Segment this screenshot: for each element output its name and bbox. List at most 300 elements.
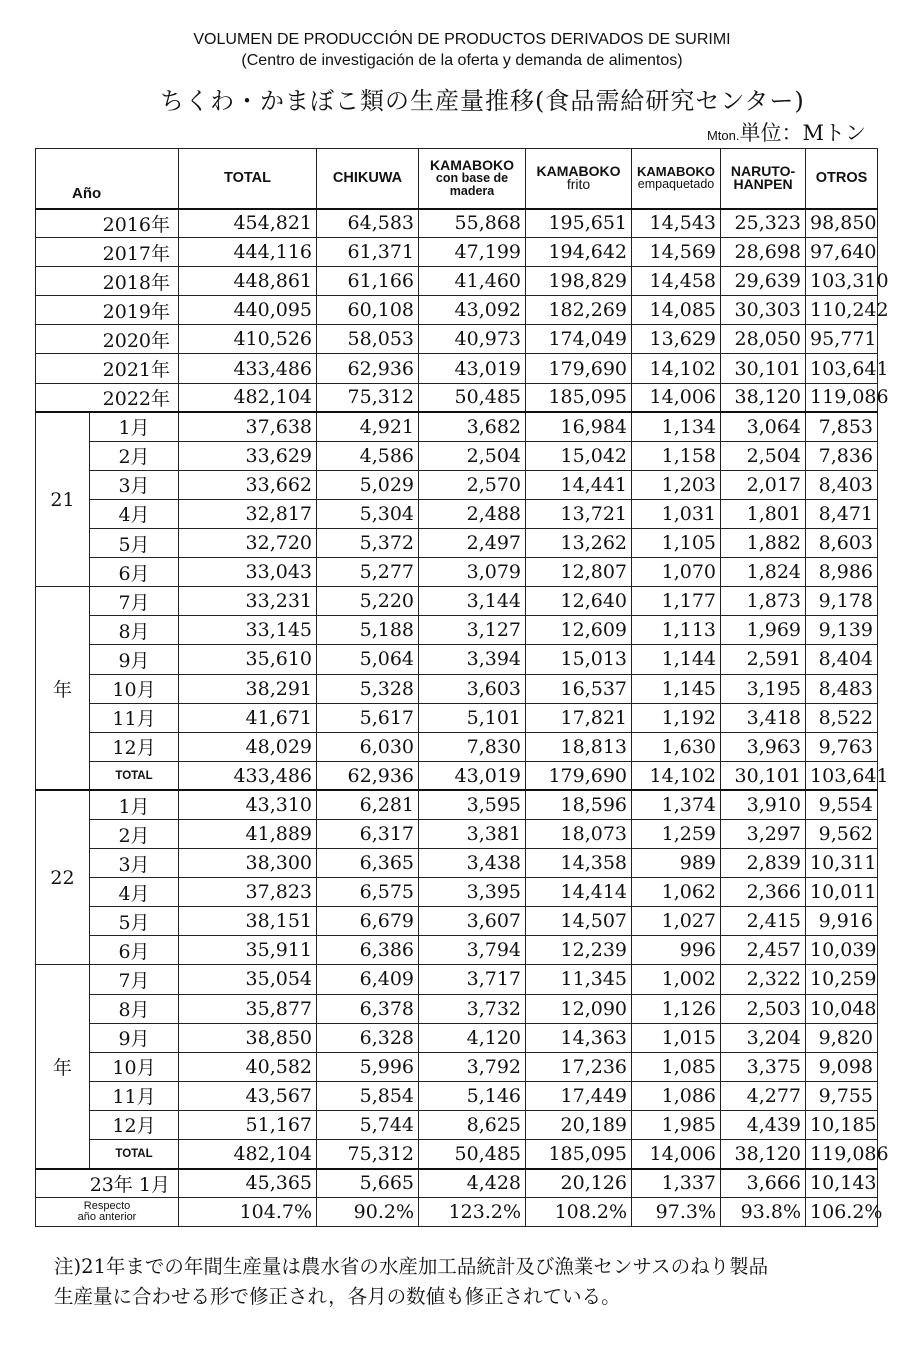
month-row <box>36 819 878 848</box>
cell-value: 123.2% <box>419 1198 526 1227</box>
month-row <box>36 849 878 878</box>
month-row <box>36 703 878 732</box>
row-label: 2022年 <box>36 383 179 412</box>
cell-value: 60,108 <box>317 296 419 325</box>
month-row <box>36 936 878 965</box>
cell-value: 58,053 <box>317 325 419 354</box>
production-table <box>35 148 889 1227</box>
header-kamaboko-empaquetado: KAMABOKO empaquetado <box>632 149 721 209</box>
cell-value: 1,027 <box>632 907 721 936</box>
cell-value: 1,192 <box>632 703 721 732</box>
cell-value: 3,395 <box>419 878 526 907</box>
cell-value: 38,151 <box>179 907 317 936</box>
cell-value: 7,836 <box>806 441 878 470</box>
month-row <box>36 1110 878 1139</box>
month-row <box>36 1052 878 1081</box>
cell-value: 433,486 <box>179 354 317 383</box>
cell-value: 448,861 <box>179 267 317 296</box>
cell-value: 5,101 <box>419 703 526 732</box>
row-label: 2019年 <box>36 296 179 325</box>
cell-value: 5,744 <box>317 1110 419 1139</box>
total-label: TOTAL <box>90 761 179 790</box>
cell-value: 1,134 <box>632 412 721 441</box>
header-total: TOTAL <box>179 149 317 209</box>
unit-text: 単位：Mトン <box>739 121 866 145</box>
cell-value: 93.8% <box>721 1198 806 1227</box>
cell-value: 61,371 <box>317 238 419 267</box>
cell-value: 5,029 <box>317 470 419 499</box>
cell-value: 3,603 <box>419 674 526 703</box>
cell-value: 12,239 <box>526 936 632 965</box>
header-ano: Año <box>36 149 179 209</box>
cell-value: 35,610 <box>179 645 317 674</box>
cell-value: 32,817 <box>179 499 317 528</box>
cell-value: 14,006 <box>632 1140 721 1169</box>
respecto-label <box>36 1198 179 1227</box>
cell-value: 90.2% <box>317 1198 419 1227</box>
cell-value: 95,771 <box>806 325 878 354</box>
cell-value: 12,640 <box>526 587 632 616</box>
cell-value: 2,591 <box>721 645 806 674</box>
cell-value: 10,011 <box>806 878 878 907</box>
cell-value: 4,439 <box>721 1110 806 1139</box>
cell-value: 10,185 <box>806 1110 878 1139</box>
cell-value: 17,821 <box>526 703 632 732</box>
header-row <box>36 149 878 209</box>
cell-value: 5,996 <box>317 1052 419 1081</box>
annual-row <box>36 354 878 383</box>
cell-value: 5,372 <box>317 529 419 558</box>
cell-value: 433,486 <box>179 761 317 790</box>
month-row <box>36 558 878 587</box>
header-naruto-hanpen: NARUTO- HANPEN <box>721 149 806 209</box>
cell-value: 16,984 <box>526 412 632 441</box>
month-row <box>36 499 878 528</box>
cell-value: 1,873 <box>721 587 806 616</box>
cell-value: 1,145 <box>632 674 721 703</box>
cell-value: 103,641 <box>806 354 878 383</box>
year-label: 22 <box>36 790 90 965</box>
cell-value: 6,030 <box>317 732 419 761</box>
cell-value: 75,312 <box>317 383 419 412</box>
cell-value: 14,006 <box>632 383 721 412</box>
header-otros: OTROS <box>806 149 878 209</box>
total-row <box>36 761 878 790</box>
cell-value: 43,092 <box>419 296 526 325</box>
cell-value: 10,039 <box>806 936 878 965</box>
cell-value: 40,582 <box>179 1052 317 1081</box>
cell-value: 97,640 <box>806 238 878 267</box>
cell-value: 2,366 <box>721 878 806 907</box>
cell-value: 64,583 <box>317 209 419 238</box>
cell-value: 1,002 <box>632 965 721 994</box>
month-row <box>36 616 878 645</box>
cell-value: 2,504 <box>419 441 526 470</box>
cell-value: 18,596 <box>526 790 632 819</box>
cell-value: 62,936 <box>317 761 419 790</box>
cell-value: 14,507 <box>526 907 632 936</box>
row-label: 2016年 <box>36 209 179 238</box>
cell-value: 3,682 <box>419 412 526 441</box>
header-chikuwa: CHIKUWA <box>317 149 419 209</box>
cell-value: 11,345 <box>526 965 632 994</box>
cell-value: 3,394 <box>419 645 526 674</box>
year-suffix: 年 <box>36 587 90 791</box>
cell-value: 1,105 <box>632 529 721 558</box>
cell-value: 25,323 <box>721 209 806 238</box>
cell-value: 17,236 <box>526 1052 632 1081</box>
cell-value: 108.2% <box>526 1198 632 1227</box>
month-row <box>36 878 878 907</box>
cell-value: 3,794 <box>419 936 526 965</box>
cell-value: 15,013 <box>526 645 632 674</box>
cell-value: 110,242 <box>806 296 878 325</box>
cell-value: 13,629 <box>632 325 721 354</box>
cell-value: 4,586 <box>317 441 419 470</box>
cell-value: 1,374 <box>632 790 721 819</box>
cell-value: 3,666 <box>721 1169 806 1198</box>
cell-value: 989 <box>632 849 721 878</box>
month-label: 1月 <box>90 412 179 441</box>
footnote-line-1: 注)21年までの年間生産量は農水省の水産加工品統計及び漁業センサスのねり製品 <box>54 1255 769 1278</box>
footnote-line-2: 生産量に合わせる形で修正され，各月の数値も修正されている。 <box>54 1285 621 1308</box>
row-label: 2020年 <box>36 325 179 354</box>
month-row <box>36 529 878 558</box>
month-row <box>36 1081 878 1110</box>
cell-value: 106.2% <box>806 1198 878 1227</box>
cell-value: 1,085 <box>632 1052 721 1081</box>
cell-value: 32,720 <box>179 529 317 558</box>
cell-value: 28,050 <box>721 325 806 354</box>
cell-value: 9,820 <box>806 1023 878 1052</box>
cell-value: 14,569 <box>632 238 721 267</box>
cell-value: 6,679 <box>317 907 419 936</box>
cell-value: 33,145 <box>179 616 317 645</box>
month-row <box>36 994 878 1023</box>
cell-value: 2,457 <box>721 936 806 965</box>
cell-value: 9,139 <box>806 616 878 645</box>
cell-value: 38,850 <box>179 1023 317 1052</box>
cell-value: 198,829 <box>526 267 632 296</box>
unit-prefix: Mton. <box>706 128 740 143</box>
cell-value: 1,985 <box>632 1110 721 1139</box>
month-row <box>36 1023 878 1052</box>
cell-value: 20,189 <box>526 1110 632 1139</box>
cell-value: 3,717 <box>419 965 526 994</box>
cell-value: 40,973 <box>419 325 526 354</box>
month-label: 5月 <box>90 907 179 936</box>
cell-value: 10,311 <box>806 849 878 878</box>
cell-value: 4,120 <box>419 1023 526 1052</box>
cell-value: 50,485 <box>419 383 526 412</box>
cell-value: 12,090 <box>526 994 632 1023</box>
cell-value: 14,085 <box>632 296 721 325</box>
month-label: 7月 <box>90 587 179 616</box>
cell-value: 75,312 <box>317 1140 419 1169</box>
month-label: 3月 <box>90 470 179 499</box>
cell-value: 38,120 <box>721 383 806 412</box>
cell-value: 3,607 <box>419 907 526 936</box>
cell-value: 50,485 <box>419 1140 526 1169</box>
cell-value: 5,328 <box>317 674 419 703</box>
cell-value: 9,916 <box>806 907 878 936</box>
month-row <box>36 441 878 470</box>
cell-value: 13,262 <box>526 529 632 558</box>
cell-value: 6,575 <box>317 878 419 907</box>
subtitle-es: (Centro de investigación de la oferta y demanda de alimentos) <box>241 52 683 69</box>
cell-value: 482,104 <box>179 1140 317 1169</box>
cell-value: 2,488 <box>419 499 526 528</box>
cell-value: 5,617 <box>317 703 419 732</box>
month-label: 6月 <box>90 558 179 587</box>
month-row <box>36 790 878 819</box>
cell-value: 1,062 <box>632 878 721 907</box>
cell-value: 12,807 <box>526 558 632 587</box>
cell-value: 33,043 <box>179 558 317 587</box>
respecto-label-1: Respecto <box>83 1200 131 1213</box>
cell-value: 5,188 <box>317 616 419 645</box>
cell-value: 3,127 <box>419 616 526 645</box>
cell-value: 3,375 <box>721 1052 806 1081</box>
cell-value: 3,792 <box>419 1052 526 1081</box>
total-row <box>36 1140 878 1169</box>
row-label: 2021年 <box>36 354 179 383</box>
cell-value: 6,409 <box>317 965 419 994</box>
cell-value: 10,143 <box>806 1169 878 1198</box>
month-label: 2月 <box>90 441 179 470</box>
cell-value: 1,969 <box>721 616 806 645</box>
cell-value: 1,259 <box>632 819 721 848</box>
cell-value: 5,064 <box>317 645 419 674</box>
month-label: 12月 <box>90 732 179 761</box>
month-label: 12月 <box>90 1110 179 1139</box>
month-row <box>36 732 878 761</box>
cell-value: 1,031 <box>632 499 721 528</box>
cell-value: 6,378 <box>317 994 419 1023</box>
cell-value: 3,963 <box>721 732 806 761</box>
cell-value: 12,609 <box>526 616 632 645</box>
cell-value: 1,337 <box>632 1169 721 1198</box>
cell-value: 61,166 <box>317 267 419 296</box>
cell-value: 6,317 <box>317 819 419 848</box>
cell-value: 182,269 <box>526 296 632 325</box>
cell-value: 43,019 <box>419 761 526 790</box>
cell-value: 45,365 <box>179 1169 317 1198</box>
cell-value: 440,095 <box>179 296 317 325</box>
table-body <box>36 209 889 1227</box>
cell-value: 1,882 <box>721 529 806 558</box>
cell-value: 103,310 <box>806 267 878 296</box>
month-row <box>36 412 878 441</box>
cell-value: 9,178 <box>806 587 878 616</box>
cell-value: 14,441 <box>526 470 632 499</box>
cell-value: 179,690 <box>526 761 632 790</box>
cell-value: 33,629 <box>179 441 317 470</box>
month-label: 4月 <box>90 499 179 528</box>
cell-value: 119,086 <box>806 383 878 412</box>
month-label: 6月 <box>90 936 179 965</box>
cell-value: 9,562 <box>806 819 878 848</box>
cell-value: 14,358 <box>526 849 632 878</box>
cell-value: 9,755 <box>806 1081 878 1110</box>
cell-value: 2,415 <box>721 907 806 936</box>
cell-value: 3,064 <box>721 412 806 441</box>
cell-value: 8,986 <box>806 558 878 587</box>
month-label: 9月 <box>90 1023 179 1052</box>
cell-value: 43,019 <box>419 354 526 383</box>
cell-value: 1,015 <box>632 1023 721 1052</box>
header-kamaboko-frito: KAMABOKO frito <box>526 149 632 209</box>
cell-value: 454,821 <box>179 209 317 238</box>
cell-value: 35,877 <box>179 994 317 1023</box>
cell-value: 2,504 <box>721 441 806 470</box>
cell-value: 3,438 <box>419 849 526 878</box>
cell-value: 5,220 <box>317 587 419 616</box>
cell-value: 3,144 <box>419 587 526 616</box>
cell-value: 18,813 <box>526 732 632 761</box>
header-kamaboko-madera: KAMABOKO con base de madera <box>419 149 526 209</box>
cell-value: 35,911 <box>179 936 317 965</box>
cell-value: 14,363 <box>526 1023 632 1052</box>
cell-value: 2,497 <box>419 529 526 558</box>
cell-value: 103,641 <box>806 761 878 790</box>
cell-value: 97.3% <box>632 1198 721 1227</box>
cell-value: 14,458 <box>632 267 721 296</box>
annual-row <box>36 209 878 238</box>
cell-value: 4,428 <box>419 1169 526 1198</box>
respecto-label-2: año anterior <box>77 1211 137 1224</box>
cell-value: 2,570 <box>419 470 526 499</box>
cell-value: 38,300 <box>179 849 317 878</box>
cell-value: 38,291 <box>179 674 317 703</box>
cell-value: 8,522 <box>806 703 878 732</box>
month-label: 9月 <box>90 645 179 674</box>
cell-value: 16,537 <box>526 674 632 703</box>
month-label: 10月 <box>90 1052 179 1081</box>
cell-value: 3,297 <box>721 819 806 848</box>
cell-value: 8,625 <box>419 1110 526 1139</box>
cell-value: 9,098 <box>806 1052 878 1081</box>
month-row <box>36 645 878 674</box>
cell-value: 8,483 <box>806 674 878 703</box>
cell-value: 104.7% <box>179 1198 317 1227</box>
cell-value: 14,414 <box>526 878 632 907</box>
month-label: 11月 <box>90 1081 179 1110</box>
year-suffix: 年 <box>36 965 90 1169</box>
annual-row <box>36 325 878 354</box>
cell-value: 482,104 <box>179 383 317 412</box>
cell-value: 3,195 <box>721 674 806 703</box>
cell-value: 5,277 <box>317 558 419 587</box>
cell-value: 41,460 <box>419 267 526 296</box>
cell-value: 17,449 <box>526 1081 632 1110</box>
cell-value: 1,801 <box>721 499 806 528</box>
cell-value: 3,732 <box>419 994 526 1023</box>
row-label: 2017年 <box>36 238 179 267</box>
cell-value: 7,853 <box>806 412 878 441</box>
cell-value: 6,386 <box>317 936 419 965</box>
cell-value: 195,651 <box>526 209 632 238</box>
cell-value: 8,603 <box>806 529 878 558</box>
month-label: 1月 <box>90 790 179 819</box>
cell-value: 2,839 <box>721 849 806 878</box>
cell-value: 41,889 <box>179 819 317 848</box>
cell-value: 6,281 <box>317 790 419 819</box>
respecto-row <box>36 1198 878 1227</box>
month-row <box>36 907 878 936</box>
cell-value: 174,049 <box>526 325 632 354</box>
row-label: 2018年 <box>36 267 179 296</box>
cell-value: 3,381 <box>419 819 526 848</box>
month-label: 11月 <box>90 703 179 732</box>
cell-value: 185,095 <box>526 383 632 412</box>
cell-value: 1,126 <box>632 994 721 1023</box>
cell-value: 14,102 <box>632 354 721 383</box>
cell-value: 3,595 <box>419 790 526 819</box>
annual-row <box>36 267 878 296</box>
cell-value: 55,868 <box>419 209 526 238</box>
cell-value: 51,167 <box>179 1110 317 1139</box>
cell-value: 37,638 <box>179 412 317 441</box>
cell-value: 2,503 <box>721 994 806 1023</box>
annual-row <box>36 296 878 325</box>
cell-value: 194,642 <box>526 238 632 267</box>
cell-value: 20,126 <box>526 1169 632 1198</box>
cell-value: 33,662 <box>179 470 317 499</box>
title-es: VOLUMEN DE PRODUCCIÓN DE PRODUCTOS DERIVADOS DE SURIMI <box>193 31 731 48</box>
title-ja: ちくわ・かまぼこ類の生産量推移(食品需給研究センター) <box>160 87 805 115</box>
month-row <box>36 965 878 994</box>
cell-value: 18,073 <box>526 819 632 848</box>
month-label: 7月 <box>90 965 179 994</box>
total-label: TOTAL <box>90 1140 179 1169</box>
cell-value: 38,120 <box>721 1140 806 1169</box>
cell-value: 10,259 <box>806 965 878 994</box>
cell-value: 35,054 <box>179 965 317 994</box>
cell-value: 14,102 <box>632 761 721 790</box>
cell-value: 444,116 <box>179 238 317 267</box>
cell-value: 98,850 <box>806 209 878 238</box>
month-label: 5月 <box>90 529 179 558</box>
cell-value: 1,070 <box>632 558 721 587</box>
cell-value: 185,095 <box>526 1140 632 1169</box>
cell-value: 3,418 <box>721 703 806 732</box>
cell-value: 8,471 <box>806 499 878 528</box>
cell-value: 5,854 <box>317 1081 419 1110</box>
month-row <box>36 470 878 499</box>
cell-value: 28,698 <box>721 238 806 267</box>
cell-value: 15,042 <box>526 441 632 470</box>
cell-value: 1,630 <box>632 732 721 761</box>
cell-value: 43,310 <box>179 790 317 819</box>
cell-value: 179,690 <box>526 354 632 383</box>
cell-value: 48,029 <box>179 732 317 761</box>
cell-value: 6,365 <box>317 849 419 878</box>
cell-value: 1,158 <box>632 441 721 470</box>
cell-value: 8,403 <box>806 470 878 499</box>
cell-value: 4,277 <box>721 1081 806 1110</box>
cell-value: 3,204 <box>721 1023 806 1052</box>
cell-value: 9,763 <box>806 732 878 761</box>
row-label: 23年 1月 <box>36 1169 179 1198</box>
cell-value: 410,526 <box>179 325 317 354</box>
cell-value: 30,101 <box>721 354 806 383</box>
cell-value: 47,199 <box>419 238 526 267</box>
month-label: 8月 <box>90 616 179 645</box>
cell-value: 5,304 <box>317 499 419 528</box>
month-label: 3月 <box>90 849 179 878</box>
year-label: 21 <box>36 412 90 587</box>
